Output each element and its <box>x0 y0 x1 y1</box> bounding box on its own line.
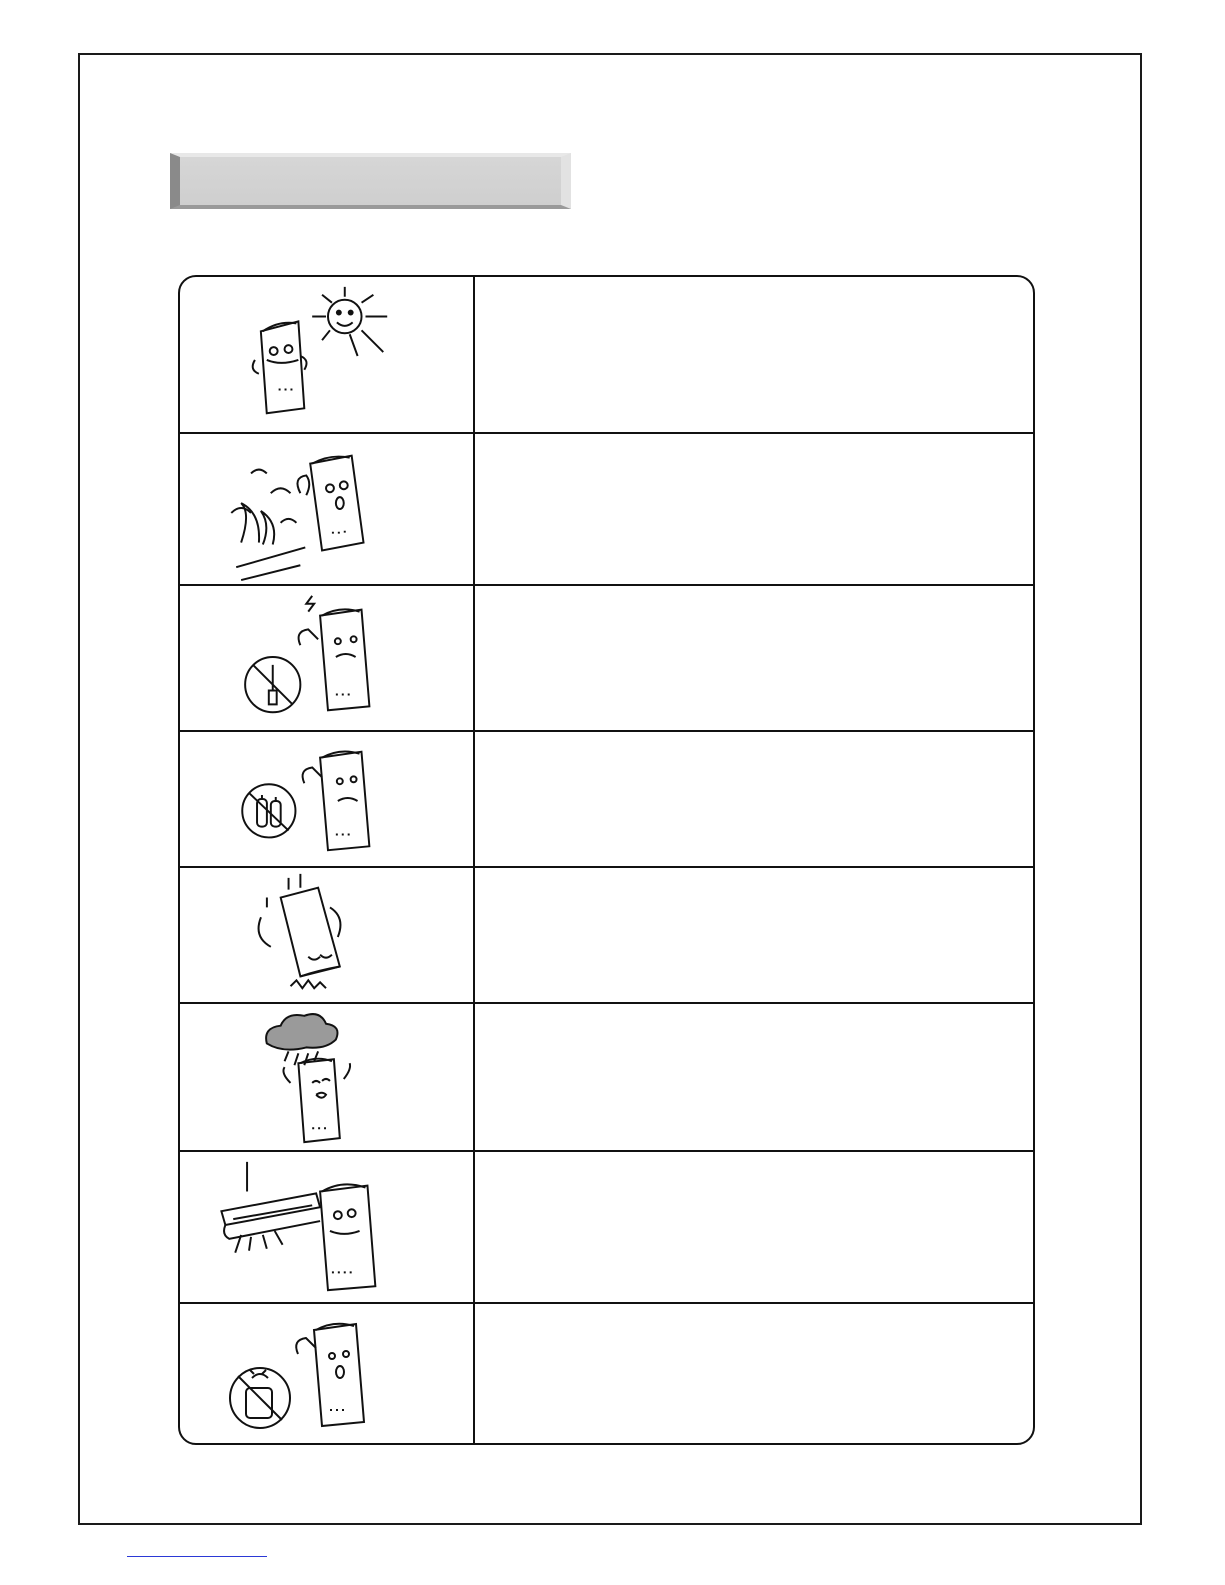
column-divider <box>473 868 475 1002</box>
fridge-in-rain-icon <box>180 1004 473 1150</box>
section-title-bar <box>170 153 571 209</box>
column-divider <box>473 586 475 730</box>
warning-row <box>180 586 1033 732</box>
warning-row <box>180 868 1033 1004</box>
warning-row <box>180 1304 1033 1445</box>
no-screwdriver-icon <box>180 586 473 730</box>
fridge-in-sunlight-icon <box>180 277 473 432</box>
warning-table <box>178 275 1035 1445</box>
fridge-falling-icon <box>180 868 473 1002</box>
warning-row <box>180 434 1033 586</box>
column-divider <box>473 1304 475 1445</box>
column-divider <box>473 434 475 584</box>
column-divider <box>473 1152 475 1302</box>
warning-row <box>180 1152 1033 1304</box>
no-gas-cylinder-icon <box>180 732 473 866</box>
fridge-near-fire-icon <box>180 434 473 584</box>
warning-row <box>180 1004 1033 1152</box>
footer-link-underline[interactable] <box>127 1556 267 1557</box>
column-divider <box>473 1004 475 1150</box>
column-divider <box>473 277 475 432</box>
column-divider <box>473 732 475 866</box>
no-spray-can-icon <box>180 1304 473 1445</box>
warning-row <box>180 732 1033 868</box>
warning-row <box>180 277 1033 434</box>
fridge-near-heater-icon <box>180 1152 473 1302</box>
